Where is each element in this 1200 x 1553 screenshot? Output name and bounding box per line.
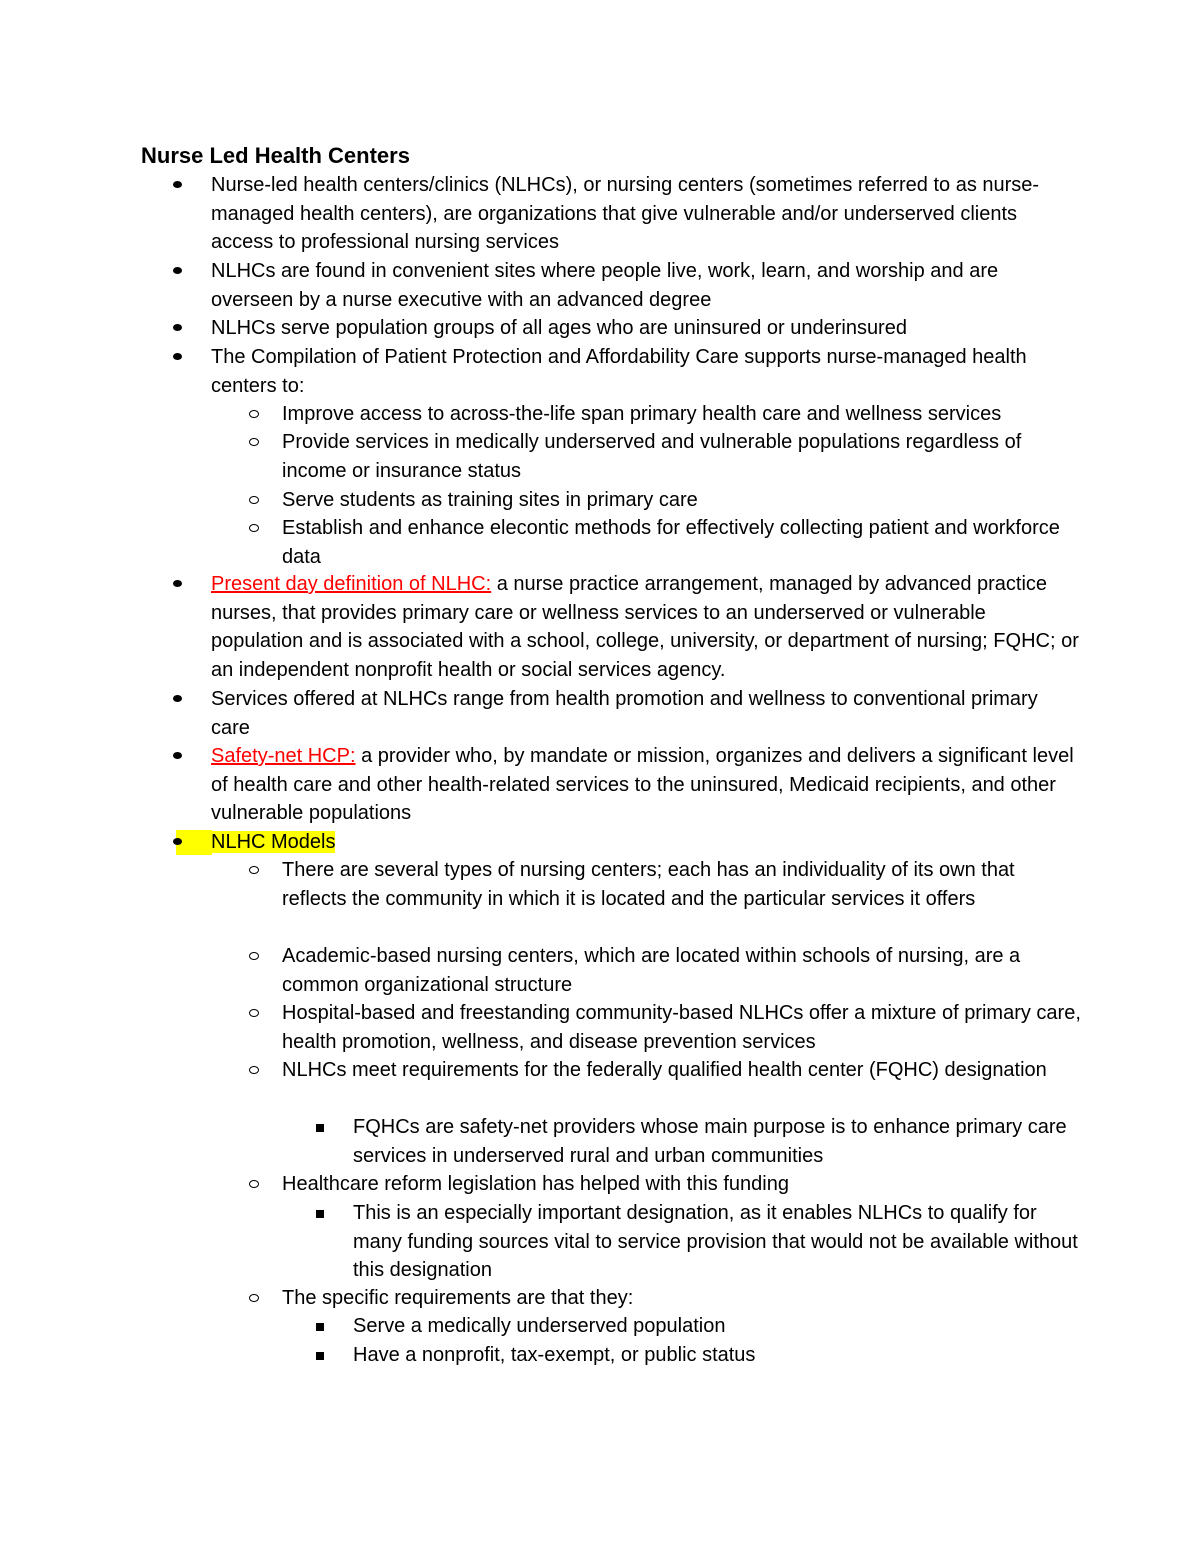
list-item: Safety-net HCP: a provider who, by mandate or mission, organizes and delivers a significant level of health care and other health-related services to the uninsured, Medicaid recipients, and other vulnerable populations [211, 745, 1074, 824]
definition-term: Safety-net HCP: [211, 745, 356, 767]
sub-list-item: Provide services in medically underserved and vulnerable populations regardless of income or insurance status [282, 431, 1022, 482]
sub-list-item: There are several types of nursing centers; each has an individuality of its own that reflects the community in which it is located and the particular services it offers [282, 859, 1015, 910]
sub-list-item: Academic-based nursing centers, which are located within schools of nursing, are a common organizational structure [282, 945, 1021, 996]
sub-list-item: Establish and enhance elecontic methods for effectively collecting patient and workforce data [282, 517, 1060, 568]
sub-sub-list-item: FQHCs are safety-net providers whose main purpose is to enhance primary care services in underserved rural and urban communities [353, 1116, 1067, 1167]
sub-list-item: NLHCs meet requirements for the federally qualified health center (FQHC) designation [282, 1059, 1047, 1081]
list-item: NLHCs are found in convenient sites where people live, work, learn, and worship and are overseen by a nurse executive with an advanced degree [211, 260, 999, 311]
definition-term: Present day definition of NLHC: [211, 573, 492, 595]
document-title: Nurse Led Health Centers [141, 143, 410, 168]
sub-sub-list-item: Have a nonprofit, tax-exempt, or public status [353, 1344, 756, 1366]
sub-list-item: Healthcare reform legislation has helped with this funding [282, 1173, 789, 1195]
list-item: Services offered at NLHCs range from health promotion and wellness to conventional primary care [211, 688, 1038, 739]
list-item: The Compilation of Patient Protection and Affordability Care supports nurse-managed health centers to: [211, 346, 1027, 397]
sub-sub-list-item: Serve a medically underserved population [353, 1315, 726, 1337]
sub-list-item: Improve access to across-the-life span primary health care and wellness services [282, 403, 1002, 425]
sub-list-item: The specific requirements are that they: [282, 1287, 634, 1309]
section-heading: NLHC Models [211, 831, 336, 853]
sub-list-item: Serve students as training sites in primary care [282, 489, 698, 511]
sub-list-item: Hospital-based and freestanding community-based NLHCs offer a mixture of primary care, health promotion, wellness, and disease prevention services [282, 1002, 1081, 1053]
sub-sub-list-item: This is an especially important designation, as it enables NLHCs to qualify for many funding sources vital to service provision that would not be available without this designation [353, 1202, 1078, 1281]
list-item-highlighted [211, 828, 1081, 857]
list-item: Present day definition of NLHC: a nurse practice arrangement, managed by advanced practice nurses, that provides primary care or wellness services to an underserved or vulnerable population and is associated with a school, college, university, or department of nursing; FQHC; or an independent nonprofit health or social services agency. [211, 573, 1079, 681]
list-item: NLHCs serve population groups of all ages who are uninsured or underinsured [211, 317, 907, 339]
list-item: Nurse-led health centers/clinics (NLHCs), or nursing centers (sometimes referred to as nurse-managed health centers), are organizations that give vulnerable and/or underserved clients access to professional nursing services [211, 174, 1040, 253]
